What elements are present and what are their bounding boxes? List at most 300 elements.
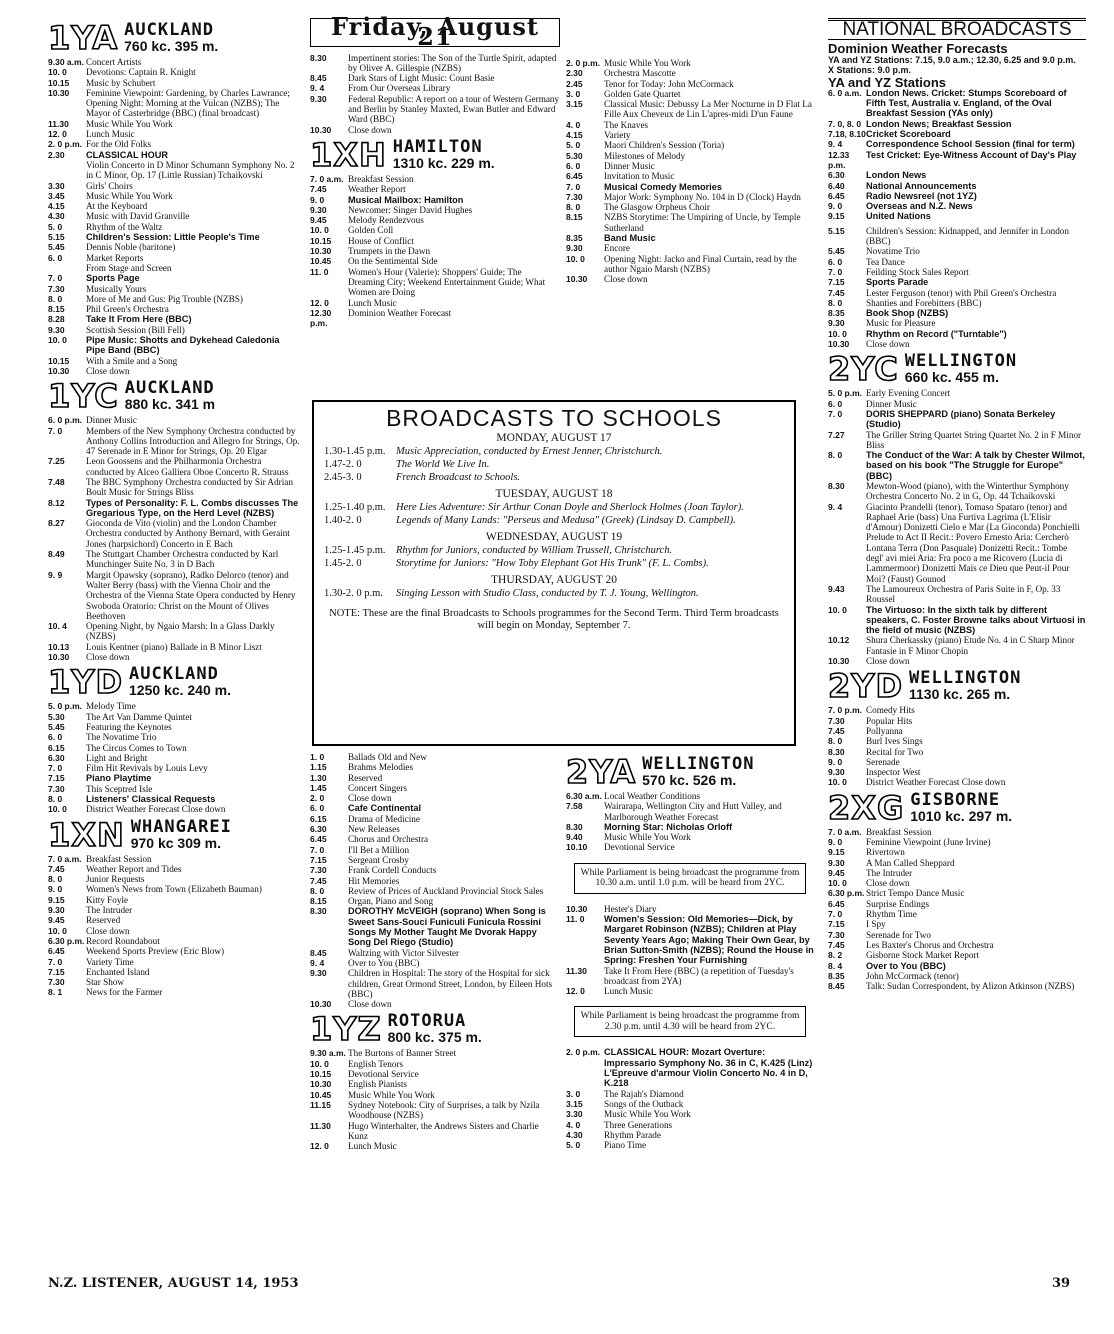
programme-entry	[566, 233, 814, 243]
programme-title: Drama of Medicine	[348, 813, 420, 824]
schools-entry	[324, 446, 784, 458]
programme-entry	[48, 722, 300, 732]
programme-time: 3.30	[566, 1109, 583, 1120]
programme-title: Feminine Viewpoint (June Irvine)	[866, 837, 991, 847]
programme-entry	[310, 308, 560, 329]
programme-entry	[828, 388, 1086, 398]
programme-title: Breakfast Session	[348, 173, 414, 184]
programme-title: District Weather Forecast Close down	[866, 777, 1006, 788]
programme-title: Take It From Here (BBC) (a repetition of Tuesday's broadcast from 2YA)	[604, 965, 794, 986]
schools-desc: Singing Lesson with Studio Class, conducted by T. J. Young, Wellington.	[396, 588, 699, 599]
programme-title: The Intruder	[86, 905, 133, 916]
programme-entry	[310, 225, 560, 235]
programme-title: Opening Night, by Ngaio Marsh: In a Glass Darkly (NZBS)	[86, 621, 275, 642]
programme-title: Sports Page	[86, 273, 140, 284]
programme-time: 7. 0 a.m.	[48, 853, 82, 864]
programme-time: 7.30	[48, 783, 65, 794]
programme-entry	[566, 822, 814, 832]
programme-title: Early Evening Concert	[866, 388, 951, 399]
programme-entry	[310, 267, 560, 298]
programme-time: 2.45	[566, 78, 583, 89]
programme-entry	[828, 981, 1086, 991]
weather-ya-yz: YA and YZ Stations: 7.15, 9.0 a.m.; 12.30, 6.25 and 9.0 p.m.	[828, 54, 1076, 65]
programme-title: The Novatime Trio	[86, 732, 157, 743]
programme-time: 8.45	[310, 947, 327, 958]
programme-time: 6. 0	[566, 160, 581, 171]
programme-time: 5. 0	[566, 140, 581, 151]
programme-title: Types of Personality: F. L. Combs discusses The Gregarious Type, on the Herd Level (NZBS)	[86, 497, 299, 518]
national-time: 6.30	[828, 170, 845, 181]
programme-entry	[828, 940, 1086, 950]
programme-time: 9.30	[566, 243, 583, 254]
programme-title: Newcomer: Singer David Hughes	[348, 204, 473, 215]
programme-entry	[310, 1079, 560, 1089]
programme-entry	[48, 621, 300, 642]
programme-title: Breakfast Session	[86, 853, 152, 864]
programme-entry	[48, 294, 300, 304]
programme-time: 8.30	[566, 821, 583, 832]
programme-entry	[310, 195, 560, 205]
programme-title: With a Smile and a Song	[86, 355, 178, 366]
programme-entry	[828, 246, 1086, 256]
station-info	[909, 670, 1021, 702]
programme-entry	[828, 329, 1086, 339]
programme-time: 10. 0	[48, 925, 67, 936]
programme-entry	[48, 864, 300, 874]
programme-entry	[828, 777, 1086, 787]
programme-title: Maori Children's Session (Toria)	[604, 140, 725, 151]
programme-title: Organ, Piano and Song	[348, 896, 434, 907]
station-callsign: 1XH	[310, 135, 387, 174]
national-entry	[828, 191, 1086, 201]
programme-time: 10. 0	[566, 253, 585, 264]
schools-time: 1.30-1.45 p.m.	[324, 446, 386, 457]
programme-entry	[48, 284, 300, 294]
programme-title: DORIS SHEPPARD (piano) Sonata Berkeley (Studio)	[866, 408, 1056, 430]
programme-entry	[566, 801, 814, 822]
station-city: WELLINGTON	[904, 351, 1018, 372]
column-3-bottom	[566, 752, 814, 1150]
programme-title: Music While You Work	[86, 118, 173, 129]
programme-entry	[48, 753, 300, 763]
programme-title: Rhythm Time	[866, 909, 917, 920]
programme-entry	[828, 878, 1086, 888]
programme-title: Musical Mailbox: Hamilton	[348, 194, 464, 205]
programme-entry	[310, 1090, 560, 1100]
programme-title: Opening Night: Jacko and Final Curtain, read by the author Ngaio Marsh (NZBS)	[604, 253, 797, 274]
programme-entry	[48, 88, 300, 119]
programme-title: Melody Rendezvous	[348, 215, 424, 226]
programme-entry	[48, 181, 300, 191]
programme-time: 8. 0	[566, 202, 581, 213]
programme-entry	[828, 837, 1086, 847]
programme-title: Women's Session: Old Memories—Dick, by Margaret Robinson (NZBS); Children at Play Seventy Years Ago; Making Their Own Gear, by Brian Sutton-Smith (NZBS); Round the House in Spring: Freshen Your Furnishing	[604, 914, 814, 966]
programme-time: 7.58	[566, 801, 583, 812]
programme-title: Waltzing with Victor Silvester	[348, 947, 460, 958]
programme-title: Music While You Work	[604, 1109, 691, 1120]
programme-title: Classical Music: Debussy La Mer Nocturne in D Flat La Fille Aux Cheveux de Lin L'apres-midi D'un Faune	[604, 99, 812, 120]
programme-entry	[310, 83, 560, 93]
programme-entry	[48, 987, 300, 997]
programme-time: 7. 0	[48, 425, 63, 436]
programme-time: 6.45	[828, 898, 845, 909]
programme-time: 10. 0	[828, 777, 847, 788]
programme-title: Close down	[604, 274, 648, 285]
programme-entry	[566, 130, 814, 140]
schools-time: 1.30-2. 0 p.m.	[324, 588, 383, 599]
station-callsign: 2YD	[828, 667, 903, 706]
programme-title: Les Baxter's Chorus and Orchestra	[866, 939, 994, 950]
programme-entry	[310, 834, 560, 844]
schools-day: THURSDAY, AUGUST 20	[490, 574, 617, 586]
programme-title: Dennis Noble (baritone)	[86, 242, 176, 253]
programme-entry	[566, 1099, 814, 1109]
programme-entry	[310, 906, 560, 947]
date-heading: Friday, August 21	[310, 18, 560, 47]
schools-desc: Legends of Many Lands: "Perseus and Medusa" (Greek) (Lindsay D. Campbell).	[396, 515, 736, 526]
programme-entry	[828, 971, 1086, 981]
programme-time: 10.30	[566, 274, 588, 285]
programme-title: Take It From Here (BBC)	[86, 314, 192, 325]
programme-entry	[48, 304, 300, 314]
programme-entry	[566, 1047, 814, 1088]
programme-title: Three Generations	[604, 1119, 673, 1130]
programme-title: Breakfast Session	[866, 826, 932, 837]
programme-time: 9. 0	[828, 756, 843, 767]
station-header	[310, 135, 560, 174]
programme-title: Dominion Weather Forecast	[348, 307, 452, 318]
programme-entry	[48, 456, 300, 477]
programme-time: 9.30 a.m.	[310, 1048, 346, 1059]
national-entry	[828, 150, 1086, 171]
weather-x: X Stations: 9.0 p.m.	[828, 64, 912, 75]
programme-title: Weekend Sports Preview (Eric Blow)	[86, 946, 225, 957]
programme-title: Junior Requests	[86, 874, 145, 885]
national-title: Cricket Scoreboard	[866, 129, 951, 140]
programme-time: 9.45	[48, 915, 65, 926]
programme-time: 10.15	[310, 235, 332, 246]
programme-title: Surprise Endings	[866, 898, 930, 909]
programme-title: Golden Gate Quartet	[604, 88, 681, 99]
programme-time: 10. 0	[48, 67, 67, 78]
programme-time: 12. 0	[310, 1141, 329, 1152]
programme-entry	[828, 226, 1086, 247]
programme-entry	[828, 909, 1086, 919]
programme-title: Over to You (BBC)	[348, 957, 420, 968]
programme-time: 6.30	[310, 824, 327, 835]
programme-title: Feilding Stock Sales Report	[866, 266, 969, 277]
programme-time: 9.40	[566, 832, 583, 843]
programme-entry	[566, 161, 814, 171]
programme-entry	[48, 253, 300, 263]
programme-entry	[566, 202, 814, 212]
programme-time: 3. 0	[566, 88, 581, 99]
programme-time: 7.45	[828, 287, 845, 298]
programme-entry	[828, 298, 1086, 308]
programme-time: 8.15	[48, 304, 65, 315]
programme-entry	[828, 502, 1086, 584]
station-frequency: 1130 kc. 265 m.	[909, 686, 1011, 703]
national-time: 6.45	[828, 190, 845, 201]
programme-title: English Pianists	[348, 1079, 407, 1090]
national-title: Test Cricket: Eye-Witness Account of Day's Play	[866, 149, 1077, 160]
programme-entry	[566, 99, 814, 120]
programme-time: 4.15	[48, 201, 65, 212]
programme-time: 8.15	[566, 212, 583, 223]
programme-title: Pipe Music: Shotts and Dykehead Caledonia Pipe Band (BBC)	[86, 335, 280, 356]
programme-title: Piano Playtime	[86, 773, 152, 784]
station-info	[642, 756, 754, 788]
programme-title: Burl Ives Sings	[866, 736, 923, 747]
programme-time: 11.15	[310, 1099, 331, 1110]
programme-title: Lunch Music	[348, 1141, 397, 1152]
programme-title: Rhythm on Record ("Turntable")	[866, 328, 1007, 339]
programme-entry	[828, 930, 1086, 940]
station-header	[48, 19, 300, 57]
programme-title: Orchestra Mascotte	[604, 68, 676, 79]
programme-time: 8.27	[48, 518, 65, 529]
programme-entry	[828, 767, 1086, 777]
programme-entry	[828, 868, 1086, 878]
programme-time: 6. 0	[310, 803, 325, 814]
programme-time: 9.30	[828, 318, 845, 329]
schools-desc: French Broadcast to Schools.	[396, 472, 521, 483]
programme-entry	[310, 184, 560, 194]
programme-time: 8. 0	[310, 885, 325, 896]
programme-title: The Glasgow Orpheus Choir	[604, 202, 710, 213]
programme-title: Serenade for Two	[866, 929, 932, 940]
programme-time: 3.15	[566, 99, 583, 110]
programme-time: 10.30	[310, 999, 332, 1010]
programme-time: 5. 0 p.m.	[828, 388, 863, 399]
programme-entry	[566, 904, 814, 914]
programme-title: Major Work: Symphony No. 104 in D (Clock) Haydn	[604, 191, 801, 202]
programme-title: Children's Session: Little People's Time	[86, 232, 260, 243]
programme-title: More of Me and Gus: Pig Trouble (NZBS)	[86, 293, 243, 304]
programme-entry	[828, 635, 1086, 656]
programme-entry	[310, 236, 560, 246]
programme-time: 8. 0	[48, 874, 63, 885]
programme-title: Reserved	[86, 915, 121, 926]
station-callsign: 2XG	[828, 788, 905, 827]
programme-entry	[828, 919, 1086, 929]
programme-entry	[48, 854, 300, 864]
programme-time: 10. 0	[48, 804, 67, 815]
programme-time: 8. 0	[828, 736, 843, 747]
national-time: 9. 4	[828, 139, 843, 150]
national-title: National Announcements	[866, 180, 977, 191]
programme-title: Mewton-Wood (piano), with the Winterthur Symphony Orchestra Concerto No. 2 in G, Op. 44 Tchaikovski	[866, 480, 1069, 502]
station-callsign: 1YA	[48, 19, 119, 57]
programme-title: Musical Comedy Memories	[604, 181, 722, 192]
programme-entry	[48, 129, 300, 139]
programme-time: 3.45	[48, 190, 65, 201]
programme-time: 8.45	[310, 73, 327, 84]
programme-time: 10. 0	[828, 328, 847, 339]
programme-time: 5. 0	[48, 221, 63, 232]
programme-entry	[310, 1121, 560, 1142]
programme-entry	[310, 948, 560, 958]
schools-day: WEDNESDAY, AUGUST 19	[485, 531, 623, 543]
programme-time: 10.45	[310, 1089, 332, 1100]
programme-title: Rhythm Parade	[604, 1129, 661, 1140]
programme-title: The Circus Comes to Town	[86, 742, 187, 753]
programme-entry	[828, 656, 1086, 666]
programme-time: 10. 0	[310, 225, 329, 236]
national-entry	[828, 181, 1086, 191]
programme-time: 4.15	[566, 130, 583, 141]
programme-time: 5.45	[48, 242, 65, 253]
station-callsign: 2YC	[828, 350, 899, 389]
schools-desc: Here Lies Adventure: Sir Arthur Conan Doyle and Sherlock Holmes (Joan Taylor).	[396, 502, 744, 513]
national-time: 7.18, 8.10	[828, 129, 866, 140]
station-city: ROTORUA	[387, 1011, 467, 1032]
programme-time: 8.49	[48, 549, 65, 560]
programme-entry	[48, 874, 300, 884]
programme-time: 7.30	[828, 929, 845, 940]
station-callsign: 2YA	[566, 753, 637, 791]
programme-entry	[828, 757, 1086, 767]
programme-title: DOROTHY McVEIGH (soprano) When Song is Sweet Sans-Souci Funiculi Funicula Rossini Songs My Mother Taught Me Dvorak Happy Song Del Riego (Studio)	[348, 906, 546, 948]
programme-entry	[48, 652, 300, 662]
station-header	[48, 377, 300, 416]
programme-title: John McCormack (tenor)	[866, 970, 959, 981]
programme-time: 7. 0	[310, 844, 325, 855]
programme-title: Close down	[866, 656, 910, 667]
national-time: 12.33 p.m.	[828, 149, 850, 170]
programme-entry	[828, 450, 1086, 481]
programme-title: Music While You Work	[604, 832, 691, 843]
programme-entry	[48, 498, 300, 519]
programme-title: Comedy Hits	[866, 705, 915, 716]
programme-title: Music While You Work	[348, 1089, 435, 1100]
programme-title: Encore	[604, 243, 631, 254]
programme-time: 8.30	[828, 746, 845, 757]
programme-time: 4.30	[48, 211, 65, 222]
programme-time: 6.30 p.m.	[48, 935, 85, 946]
programme-time: 7. 0 a.m.	[310, 173, 344, 184]
programme-title: Kitty Foyle	[86, 894, 129, 905]
programme-title: Sydney Notebook: City of Surprises, a talk by Nzila Woodhouse (NZBS)	[348, 1099, 540, 1121]
programme-title: CLASSICAL HOUR	[86, 149, 169, 160]
programme-title: The Intruder	[866, 867, 913, 878]
programme-time: 5. 0 p.m.	[48, 701, 83, 712]
programme-time: 9.45	[828, 867, 845, 878]
programme-time: 11.30	[310, 1120, 331, 1131]
programme-time: 10.30	[828, 656, 850, 667]
station-frequency: 800 kc. 375 m.	[387, 1029, 482, 1046]
programme-entry	[566, 274, 814, 284]
programme-time: 7.30	[48, 977, 65, 988]
programme-time: 1.30	[310, 772, 327, 783]
programme-title: Musically Yours	[86, 283, 147, 294]
programme-title: Strict Tempo Dance Music	[866, 888, 965, 899]
programme-time: 7.48	[48, 476, 65, 487]
programme-title: Frank Cordell Conducts	[348, 865, 437, 876]
programme-entry	[48, 884, 300, 894]
programme-title: Popular Hits	[866, 715, 913, 726]
programme-title: News for the Farmer	[86, 987, 163, 998]
programme-title: Concert Singers	[348, 782, 407, 793]
programme-time: 2. 0 p.m.	[566, 58, 601, 68]
programme-entry	[310, 174, 560, 184]
programme-entry	[566, 1130, 814, 1140]
programme-entry	[48, 977, 300, 987]
programme-title: Shura Cherkassky (piano) Etude No. 4 in C Sharp Minor Fantasie in F Minor Chopin	[866, 635, 1075, 656]
programme-entry	[48, 946, 300, 956]
programme-time: 10.15	[48, 77, 70, 88]
programme-entry	[828, 605, 1086, 636]
programme-entry	[566, 79, 814, 89]
programme-time: 6. 0	[828, 398, 843, 409]
programme-entry	[566, 842, 814, 852]
national-time: 7. 0, 8. 0	[828, 118, 862, 129]
programme-entry	[310, 845, 560, 855]
programme-time: 9.45	[310, 215, 327, 226]
station-info	[905, 353, 1017, 385]
programme-time: 10. 0	[828, 604, 847, 615]
programme-time: 12. 0	[48, 129, 67, 140]
programme-title: Dinner Music	[86, 415, 137, 426]
programme-time: 5.30	[48, 711, 65, 722]
station-city: WELLINGTON	[909, 668, 1022, 689]
programme-title: Gioconda de Vito (violin) and the London Chamber Orchestra conducted by Anthony Bernard, with Geraint Jones (harpsichord) Concerto in E Bach	[86, 518, 290, 549]
programme-entry	[310, 855, 560, 865]
schools-desc: Rhythm for Juniors, conducted by William Trussell, Christchurch.	[396, 545, 673, 556]
programme-entry	[310, 1048, 560, 1058]
column-2-bottom	[310, 752, 560, 1151]
programme-title: Enchanted Island	[86, 966, 150, 977]
programme-time: 5.45	[48, 721, 65, 732]
programme-time: 10.30	[310, 1079, 332, 1090]
programme-title: Over to You (BBC)	[866, 960, 946, 971]
programme-entry	[310, 958, 560, 968]
programme-entry	[310, 803, 560, 813]
schools-entry	[324, 459, 784, 471]
programme-title: Tenor for Today: John McCormack	[604, 78, 734, 89]
programme-time: 7.45	[310, 875, 327, 886]
programme-time: 10.45	[310, 256, 332, 267]
national-time: 6. 0 a.m.	[828, 87, 862, 98]
station-frequency: 760 kc. 395 m.	[124, 38, 219, 54]
programme-entry	[828, 339, 1086, 349]
programme-time: 7. 0	[48, 956, 63, 967]
broadcasts-to-schools-box	[312, 400, 796, 746]
ya-yz-heading: YA and YZ Stations	[828, 74, 946, 90]
programme-time: 9. 0	[48, 884, 63, 895]
programme-title: Scottish Session (Bill Fell)	[86, 324, 185, 335]
schools-time: 2.45-3. 0	[324, 472, 362, 483]
programme-title: Concert Artists	[86, 57, 142, 67]
programme-title: I Spy	[866, 919, 886, 930]
schools-desc: Storytime for Juniors: "How Toby Elephant Got His Trunk" (F. L. Combs).	[396, 558, 709, 569]
programme-title: Close down	[348, 999, 392, 1010]
programme-time: 5.15	[828, 225, 845, 236]
programme-time: 8.35	[828, 970, 845, 981]
programme-time: 8. 0	[828, 450, 843, 461]
programme-entry	[310, 1141, 560, 1151]
programme-entry	[310, 814, 560, 824]
national-entry	[828, 119, 1086, 129]
programme-time: 3. 0	[566, 1088, 581, 1099]
programme-title: Lunch Music	[348, 297, 397, 308]
programme-title: Sergeant Crosby	[348, 854, 409, 865]
schools-entry	[324, 558, 784, 570]
programme-title: Hester's Diary	[604, 903, 657, 914]
programme-title: House of Conflict	[348, 235, 414, 246]
programme-entry	[828, 584, 1086, 605]
programme-entry	[828, 481, 1086, 502]
